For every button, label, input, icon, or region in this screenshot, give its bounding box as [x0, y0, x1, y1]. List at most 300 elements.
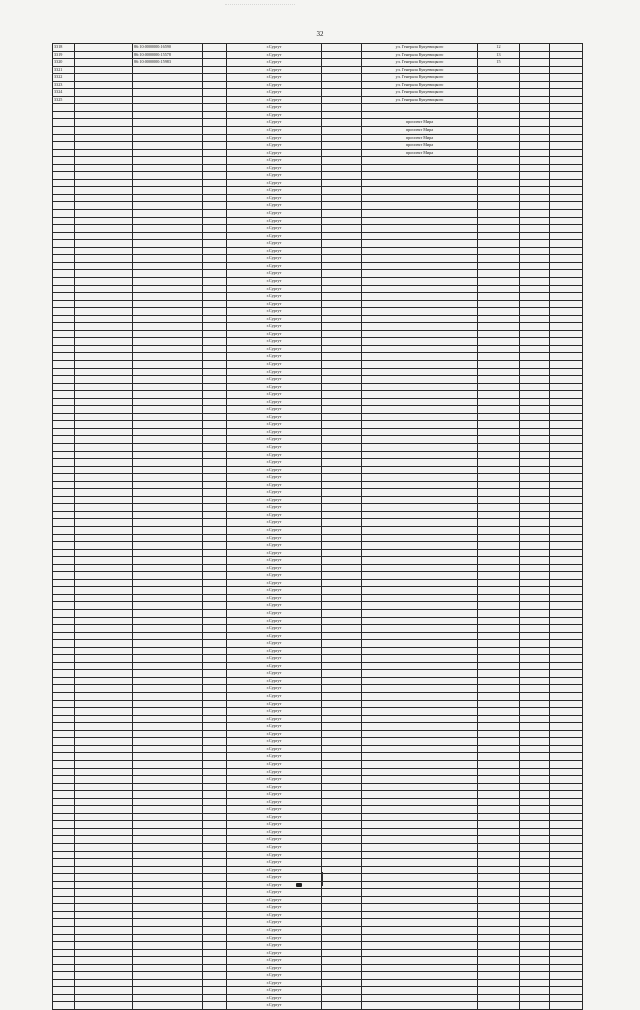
table-row: [53, 579, 583, 587]
cadastral-number-cell: [133, 353, 203, 361]
city-cell: г.Сургут: [227, 149, 322, 157]
row-number-cell: [53, 836, 75, 844]
city-cell: г.Сургут: [227, 451, 322, 459]
note-cell: [550, 542, 583, 550]
old-number-cell: [75, 436, 133, 444]
house-number-cell: [478, 579, 520, 587]
blank-cell-2: [322, 300, 362, 308]
blank-cell: [203, 602, 227, 610]
extra-cell: [520, 232, 550, 240]
note-cell: [550, 919, 583, 927]
blank-cell-2: [322, 149, 362, 157]
old-number-cell: [75, 413, 133, 421]
row-number-cell: 3321: [53, 66, 75, 74]
house-number-cell: [478, 760, 520, 768]
extra-cell: [520, 579, 550, 587]
city-cell: г.Сургут: [227, 225, 322, 233]
cadastral-number-cell: [133, 843, 203, 851]
house-number-cell: [478, 127, 520, 135]
old-number-cell: [75, 557, 133, 565]
old-number-cell: [75, 398, 133, 406]
cadastral-number-cell: [133, 330, 203, 338]
extra-cell: [520, 693, 550, 701]
blank-cell-2: [322, 572, 362, 580]
address-cell: [362, 851, 478, 859]
extra-cell: [520, 919, 550, 927]
note-cell: [550, 572, 583, 580]
cadastral-number-cell: [133, 149, 203, 157]
address-cell: [362, 489, 478, 497]
note-cell: [550, 315, 583, 323]
note-cell: [550, 504, 583, 512]
city-cell: г.Сургут: [227, 466, 322, 474]
cadastral-number-cell: [133, 519, 203, 527]
blank-cell-2: [322, 376, 362, 384]
blank-cell-2: [322, 127, 362, 135]
extra-cell: [520, 949, 550, 957]
address-cell: [362, 368, 478, 376]
house-number-cell: [478, 368, 520, 376]
blank-cell: [203, 293, 227, 301]
address-cell: [362, 874, 478, 882]
city-cell: г.Сургут: [227, 164, 322, 172]
blank-cell: [203, 579, 227, 587]
extra-cell: [520, 708, 550, 716]
blank-cell: [203, 527, 227, 535]
old-number-cell: [75, 723, 133, 731]
extra-cell: [520, 293, 550, 301]
old-number-cell: [75, 315, 133, 323]
blank-cell-2: [322, 677, 362, 685]
table-row: [53, 391, 583, 399]
cadastral-number-cell: [133, 594, 203, 602]
table-row: [53, 360, 583, 368]
address-cell: [362, 557, 478, 565]
cadastral-number-cell: 86:10:0000000:16590: [133, 44, 203, 52]
old-number-cell: [75, 866, 133, 874]
old-number-cell: [75, 142, 133, 150]
blank-cell-2: [322, 232, 362, 240]
table-row: [53, 738, 583, 746]
extra-cell: [520, 911, 550, 919]
table-row: [53, 149, 583, 157]
house-number-cell: [478, 753, 520, 761]
extra-cell: [520, 74, 550, 82]
house-number-cell: [478, 210, 520, 218]
table-row: [53, 217, 583, 225]
address-cell: [362, 768, 478, 776]
note-cell: [550, 210, 583, 218]
extra-cell: [520, 753, 550, 761]
city-cell: г.Сургут: [227, 602, 322, 610]
house-number-cell: [478, 187, 520, 195]
note-cell: [550, 474, 583, 482]
cadastral-number-cell: [133, 791, 203, 799]
extra-cell: [520, 987, 550, 995]
blank-cell-2: [322, 308, 362, 316]
old-number-cell: [75, 353, 133, 361]
address-cell: [362, 451, 478, 459]
house-number-cell: [478, 776, 520, 784]
address-cell: [362, 972, 478, 980]
blank-cell-2: [322, 96, 362, 104]
row-number-cell: [53, 413, 75, 421]
blank-cell: [203, 776, 227, 784]
house-number-cell: [478, 89, 520, 97]
blank-cell-2: [322, 451, 362, 459]
note-cell: [550, 881, 583, 889]
row-number-cell: [53, 232, 75, 240]
cadastral-number-cell: [133, 957, 203, 965]
table-row: [53, 59, 583, 67]
cadastral-number-cell: [133, 874, 203, 882]
blank-cell-2: [322, 617, 362, 625]
row-number-cell: [53, 738, 75, 746]
cadastral-number-cell: [133, 889, 203, 897]
city-cell: г.Сургут: [227, 700, 322, 708]
cadastral-number-cell: [133, 134, 203, 142]
city-cell: г.Сургут: [227, 179, 322, 187]
city-cell: г.Сургут: [227, 474, 322, 482]
old-number-cell: [75, 421, 133, 429]
table-row: [53, 338, 583, 346]
address-cell: [362, 617, 478, 625]
note-cell: [550, 813, 583, 821]
extra-cell: [520, 451, 550, 459]
old-number-cell: [75, 783, 133, 791]
table-row: [53, 994, 583, 1002]
row-number-cell: [53, 119, 75, 127]
extra-cell: [520, 345, 550, 353]
extra-cell: [520, 338, 550, 346]
city-cell: г.Сургут: [227, 104, 322, 112]
old-number-cell: [75, 874, 133, 882]
city-cell: г.Сургут: [227, 806, 322, 814]
house-number-cell: [478, 293, 520, 301]
table-row: [53, 504, 583, 512]
blank-cell: [203, 753, 227, 761]
house-number-cell: [478, 723, 520, 731]
table-row: [53, 557, 583, 565]
blank-cell-2: [322, 693, 362, 701]
cadastral-number-cell: [133, 715, 203, 723]
blank-cell: [203, 685, 227, 693]
extra-cell: [520, 798, 550, 806]
old-number-cell: [75, 753, 133, 761]
note-cell: [550, 828, 583, 836]
old-number-cell: [75, 527, 133, 535]
blank-cell: [203, 534, 227, 542]
blank-cell: [203, 391, 227, 399]
blank-cell: [203, 81, 227, 89]
blank-cell: [203, 519, 227, 527]
house-number-cell: [478, 338, 520, 346]
address-cell: [362, 285, 478, 293]
note-cell: [550, 187, 583, 195]
blank-cell: [203, 232, 227, 240]
city-cell: г.Сургут: [227, 127, 322, 135]
row-number-cell: [53, 338, 75, 346]
blank-cell-2: [322, 640, 362, 648]
blank-cell: [203, 693, 227, 701]
blank-cell: [203, 119, 227, 127]
blank-cell: [203, 942, 227, 950]
address-cell: [362, 428, 478, 436]
blank-cell-2: [322, 579, 362, 587]
old-number-cell: [75, 406, 133, 414]
row-number-cell: [53, 421, 75, 429]
extra-cell: [520, 413, 550, 421]
city-cell: г.Сургут: [227, 353, 322, 361]
note-cell: [550, 949, 583, 957]
cadastral-number-cell: [133, 926, 203, 934]
blank-cell-2: [322, 481, 362, 489]
city-cell: г.Сургут: [227, 919, 322, 927]
blank-cell-2: [322, 210, 362, 218]
table-row: [53, 368, 583, 376]
old-number-cell: [75, 119, 133, 127]
blank-cell: [203, 127, 227, 135]
blank-cell-2: [322, 74, 362, 82]
house-number-cell: [478, 308, 520, 316]
note-cell: [550, 934, 583, 942]
blank-cell-2: [322, 670, 362, 678]
city-cell: г.Сургут: [227, 489, 322, 497]
city-cell: г.Сургут: [227, 345, 322, 353]
cadastral-number-cell: [133, 700, 203, 708]
cadastral-number-cell: [133, 443, 203, 451]
table-row: [53, 874, 583, 882]
address-cell: [362, 406, 478, 414]
city-cell: г.Сургут: [227, 662, 322, 670]
address-cell: [362, 330, 478, 338]
blank-cell-2: [322, 413, 362, 421]
table-row: [53, 89, 583, 97]
extra-cell: [520, 240, 550, 248]
cadastral-number-cell: [133, 391, 203, 399]
old-number-cell: [75, 511, 133, 519]
table-row: [53, 572, 583, 580]
note-cell: [550, 127, 583, 135]
city-cell: г.Сургут: [227, 527, 322, 535]
cadastral-number-cell: [133, 527, 203, 535]
table-row: [53, 323, 583, 331]
blank-cell-2: [322, 957, 362, 965]
table-row: [53, 708, 583, 716]
city-cell: г.Сургут: [227, 308, 322, 316]
old-number-cell: [75, 277, 133, 285]
house-number-cell: [478, 225, 520, 233]
blank-cell-2: [322, 632, 362, 640]
blank-cell-2: [322, 247, 362, 255]
old-number-cell: [75, 791, 133, 799]
blank-cell: [203, 972, 227, 980]
old-number-cell: [75, 685, 133, 693]
table-row: [53, 240, 583, 248]
table-row: [53, 489, 583, 497]
blank-cell-2: [322, 587, 362, 595]
house-number-cell: 13: [478, 51, 520, 59]
house-number-cell: [478, 881, 520, 889]
table-row: [53, 376, 583, 384]
extra-cell: [520, 542, 550, 550]
city-cell: г.Сургут: [227, 828, 322, 836]
house-number-cell: [478, 677, 520, 685]
city-cell: г.Сургут: [227, 625, 322, 633]
house-number-cell: [478, 708, 520, 716]
note-cell: [550, 776, 583, 784]
blank-cell-2: [322, 806, 362, 814]
city-cell: г.Сургут: [227, 610, 322, 618]
house-number-cell: [478, 542, 520, 550]
cadastral-number-cell: [133, 972, 203, 980]
extra-cell: [520, 398, 550, 406]
blank-cell-2: [322, 1002, 362, 1010]
extra-cell: [520, 104, 550, 112]
cadastral-number-cell: [133, 398, 203, 406]
old-number-cell: [75, 768, 133, 776]
old-number-cell: [75, 881, 133, 889]
old-number-cell: [75, 474, 133, 482]
house-number-cell: [478, 625, 520, 633]
note-cell: [550, 225, 583, 233]
blank-cell: [203, 542, 227, 550]
row-number-cell: [53, 262, 75, 270]
row-number-cell: [53, 474, 75, 482]
house-number-cell: [478, 194, 520, 202]
blank-cell: [203, 96, 227, 104]
table-row: [53, 685, 583, 693]
row-number-cell: [53, 572, 75, 580]
row-number-cell: [53, 104, 75, 112]
blank-cell-2: [322, 979, 362, 987]
house-number-cell: [478, 443, 520, 451]
blank-cell: [203, 625, 227, 633]
row-number-cell: [53, 949, 75, 957]
blank-cell-2: [322, 421, 362, 429]
row-number-cell: [53, 647, 75, 655]
old-number-cell: [75, 617, 133, 625]
row-number-cell: [53, 896, 75, 904]
extra-cell: [520, 859, 550, 867]
blank-cell-2: [322, 323, 362, 331]
note-cell: [550, 587, 583, 595]
old-number-cell: [75, 700, 133, 708]
address-cell: [362, 776, 478, 784]
note-cell: [550, 836, 583, 844]
note-cell: [550, 96, 583, 104]
blank-cell: [203, 843, 227, 851]
extra-cell: [520, 443, 550, 451]
blank-cell: [203, 730, 227, 738]
note-cell: [550, 323, 583, 331]
house-number-cell: [478, 330, 520, 338]
table-row: [53, 353, 583, 361]
house-number-cell: [478, 413, 520, 421]
city-cell: г.Сургут: [227, 285, 322, 293]
old-number-cell: [75, 655, 133, 663]
old-number-cell: [75, 926, 133, 934]
note-cell: [550, 481, 583, 489]
row-number-cell: [53, 360, 75, 368]
city-cell: г.Сургут: [227, 889, 322, 897]
city-cell: г.Сургут: [227, 398, 322, 406]
city-cell: г.Сургут: [227, 655, 322, 663]
table-row: [53, 436, 583, 444]
row-number-cell: [53, 791, 75, 799]
table-row: [53, 632, 583, 640]
address-cell: проспект Мира: [362, 119, 478, 127]
note-cell: [550, 957, 583, 965]
blank-cell-2: [322, 398, 362, 406]
old-number-cell: [75, 677, 133, 685]
blank-cell-2: [322, 821, 362, 829]
note-cell: [550, 625, 583, 633]
old-number-cell: [75, 843, 133, 851]
table-row: [53, 926, 583, 934]
table-row: [53, 534, 583, 542]
address-cell: [362, 693, 478, 701]
extra-cell: [520, 89, 550, 97]
row-number-cell: [53, 270, 75, 278]
table-row: [53, 255, 583, 263]
blank-cell-2: [322, 466, 362, 474]
address-cell: [362, 640, 478, 648]
blank-cell: [203, 806, 227, 814]
cadastral-number-cell: [133, 360, 203, 368]
house-number-cell: [478, 798, 520, 806]
blank-cell-2: [322, 428, 362, 436]
city-cell: г.Сургут: [227, 436, 322, 444]
city-cell: г.Сургут: [227, 270, 322, 278]
note-cell: [550, 44, 583, 52]
house-number-cell: [478, 768, 520, 776]
extra-cell: [520, 549, 550, 557]
old-number-cell: [75, 368, 133, 376]
table-row: [53, 111, 583, 119]
city-cell: г.Сургут: [227, 911, 322, 919]
note-cell: [550, 428, 583, 436]
old-number-cell: [75, 821, 133, 829]
blank-cell: [203, 44, 227, 52]
blank-cell: [203, 979, 227, 987]
blank-cell: [203, 919, 227, 927]
note-cell: [550, 640, 583, 648]
cadastral-number-cell: [133, 994, 203, 1002]
table-row: [53, 662, 583, 670]
address-cell: [362, 911, 478, 919]
note-cell: [550, 202, 583, 210]
table-row: [53, 413, 583, 421]
blank-cell: [203, 715, 227, 723]
city-cell: г.Сургут: [227, 534, 322, 542]
row-number-cell: [53, 187, 75, 195]
address-cell: [362, 587, 478, 595]
address-cell: [362, 549, 478, 557]
blank-cell: [203, 247, 227, 255]
house-number-cell: [478, 66, 520, 74]
extra-cell: [520, 942, 550, 950]
address-cell: проспект Мира: [362, 149, 478, 157]
cadastral-number-cell: [133, 730, 203, 738]
old-number-cell: [75, 549, 133, 557]
city-cell: г.Сургут: [227, 768, 322, 776]
cadastral-number-cell: [133, 919, 203, 927]
blank-cell-2: [322, 443, 362, 451]
blank-cell: [203, 783, 227, 791]
note-cell: [550, 164, 583, 172]
blank-cell-2: [322, 972, 362, 980]
